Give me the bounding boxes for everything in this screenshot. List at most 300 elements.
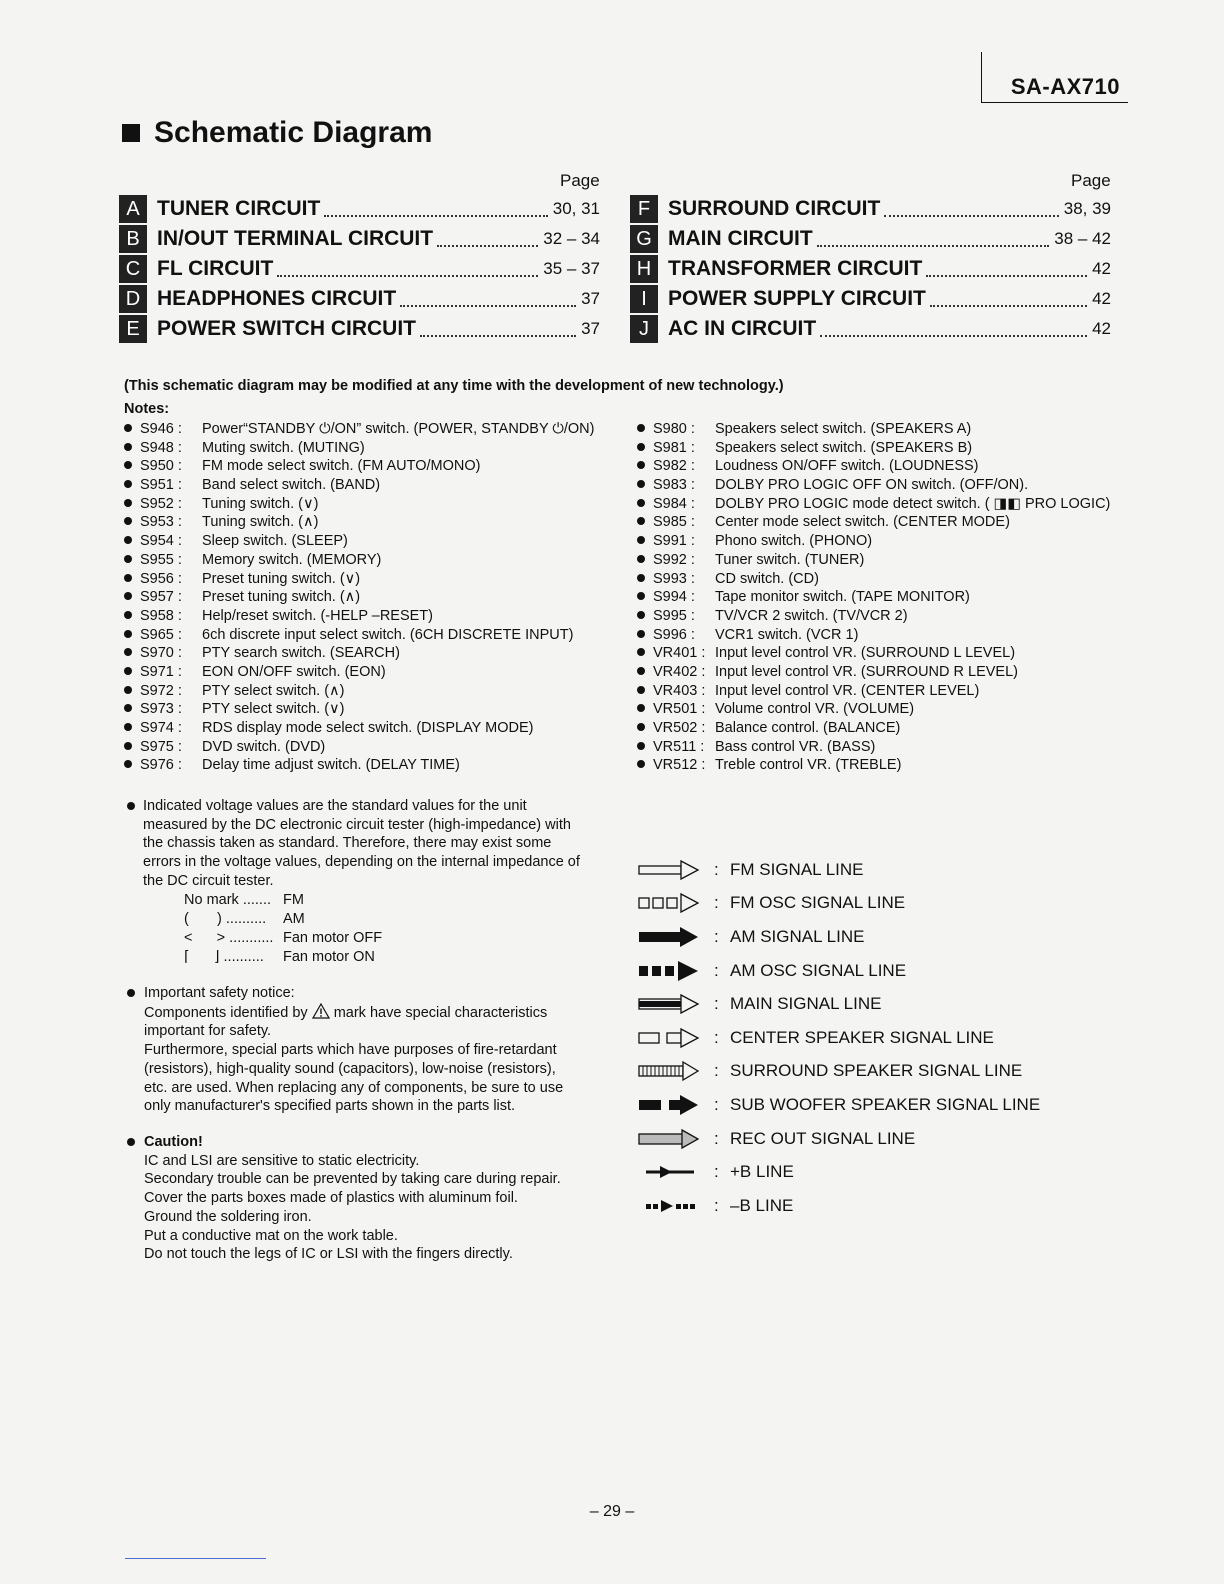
legend-meaning: AM [283,911,305,927]
switch-desc: Memory switch. (MEMORY) [202,551,382,568]
legend-mark: ( ) .......... [184,911,267,927]
switch-code: VR403 : [653,682,706,699]
switch-desc: DOLBY PRO LOGIC OFF ON switch. (OFF/ON). [715,477,1029,494]
switch-code: VR402 : [653,663,706,680]
colon: : [714,1128,719,1148]
switch-desc: Loudness ON/OFF switch. (LOUDNESS) [715,458,979,475]
switch-desc: Band select switch. (BAND) [202,477,381,494]
list-item [124,513,614,532]
switch-desc: Power“STANDBY ⏻/ON” switch. (POWER, STANDBY ⏻/ON) [202,421,595,437]
switch-desc: Input level control VR. (SURROUND L LEVEL) [715,645,1016,662]
bullet-icon [637,439,653,458]
signal-label: FM OSC SIGNAL LINE [730,893,906,913]
bullet-icon [637,420,653,439]
leader-dots [420,335,576,337]
list-item [637,700,1197,719]
bullet-icon [637,644,653,663]
signal-label: MAIN SIGNAL LINE [730,994,882,1014]
signal-label: SUB WOOFER SPEAKER SIGNAL LINE [730,1094,1041,1114]
bullet-icon [124,682,140,701]
switch-code: S972 : [140,682,182,699]
bullet-icon [637,663,653,682]
list-item [637,738,1197,757]
bullet-icon [124,439,140,458]
bullet-icon [124,551,140,570]
switch-code: S975 : [140,738,182,755]
switch-code: S955 : [140,551,182,568]
leader-dots [820,335,1087,337]
circuit-name: IN/OUT TERMINAL CIRCUIT [157,227,434,250]
bullet-icon [127,802,135,810]
page-number: – 29 – [589,1503,635,1520]
switch-code: S952 : [140,495,182,512]
safety-line-text: mark have special characteristics [333,1004,548,1021]
list-item [637,626,1197,645]
page-column-label-right: Page [1071,171,1111,190]
list-item [637,644,1197,663]
voltage-legend [184,891,382,967]
circuit-name: SURROUND CIRCUIT [668,197,881,220]
list-item [124,420,614,439]
fm-osc-signal-arrow-icon [638,891,708,915]
switch-code: VR501 : [653,701,706,718]
circuit-pages: 42 [1092,319,1111,338]
safety-line-text: Components identified by [144,1004,308,1021]
toc-entry[interactable] [119,284,600,314]
center-speaker-arrow-icon [638,1026,708,1050]
signal-legend-row [638,853,1040,887]
colon: : [714,893,719,913]
colon: : [714,1027,719,1047]
safety-line: (resistors), high-quality sound (capacitors), low-noise (resistors), [144,1060,556,1077]
switch-desc: Preset tuning switch. (∨) [202,570,361,587]
switch-code: S950 : [140,458,182,475]
bullet-icon [637,626,653,645]
colon: : [714,926,719,946]
sub-woofer-arrow-icon [638,1093,708,1117]
switch-desc: Delay time adjust switch. (DELAY TIME) [202,757,460,774]
switch-code: VR502 : [653,720,706,736]
voltage-legend-row [184,891,382,910]
list-item [124,738,614,757]
circuit-badge: G [630,225,658,253]
bullet-icon [124,663,140,682]
colon: : [714,1061,719,1081]
signal-label: CENTER SPEAKER SIGNAL LINE [730,1027,994,1047]
bullet-icon [124,719,140,738]
bullet-icon [124,570,140,589]
legend-meaning: FM [283,892,304,908]
circuit-name: POWER SUPPLY CIRCUIT [668,287,926,310]
list-item [124,700,614,719]
safety-line: important for safety. [144,1023,272,1040]
switch-list-right [637,420,1197,775]
switch-code: S973 : [140,701,182,718]
list-item [124,495,614,514]
list-item [124,476,614,495]
switch-desc: Tape monitor switch. (TAPE MONITOR) [715,589,970,606]
switch-desc: DVD switch. (DVD) [202,738,326,755]
list-item [124,644,614,663]
list-item [124,663,614,682]
list-item [124,457,614,476]
switch-code: S983 : [653,477,695,494]
bullet-icon [637,756,653,775]
surround-speaker-arrow-icon [638,1059,708,1083]
caution-line: Cover the parts boxes made of plastics with aluminum foil. [144,1190,518,1207]
legend-mark: No mark ....... [184,892,272,908]
switch-code: S996 : [653,626,695,643]
switch-code: S976 : [140,757,182,774]
list-item [124,570,614,589]
caution-note [144,1133,604,1264]
plus-b-line-icon [638,1160,708,1184]
circuit-badge: H [630,255,658,283]
caution-line: Secondary trouble can be prevented by taking care during repair. [144,1171,561,1188]
switch-code: S970 : [140,645,182,662]
switch-code: S954 : [140,533,182,550]
caution-heading: Caution! [144,1134,203,1150]
switch-code: S948 : [140,439,182,456]
list-item [637,457,1197,476]
toc-entry[interactable] [119,194,600,224]
circuit-pages: 42 [1092,259,1111,278]
list-item [124,532,614,551]
signal-label: AM OSC SIGNAL LINE [730,960,907,980]
legend-mark: < > ........... [184,930,274,946]
bullet-icon [124,607,140,626]
bullet-icon [124,457,140,476]
signal-label: AM SIGNAL LINE [730,926,865,946]
switch-code: S981 : [653,439,695,456]
switch-desc: Volume control VR. (VOLUME) [715,701,915,718]
leader-dots [926,275,1087,277]
list-item [124,682,614,701]
switch-code: S991 : [653,533,695,550]
switch-code: S958 : [140,607,182,624]
switch-code: S995 : [653,607,695,624]
list-item [637,607,1197,626]
toc-entry[interactable] [119,254,600,284]
model-box [981,52,1128,103]
signal-label: REC OUT SIGNAL LINE [730,1128,916,1148]
switch-desc: PTY search switch. (SEARCH) [202,645,400,662]
switch-code: S982 : [653,458,695,475]
switch-list-left [124,420,614,775]
list-item [124,607,614,626]
switch-desc: Input level control VR. (CENTER LEVEL) [715,682,980,699]
switch-code: S985 : [653,514,695,531]
bullet-icon [637,551,653,570]
list-item [124,588,614,607]
toc-entry[interactable] [119,314,600,344]
bullet-icon [637,495,653,514]
switch-desc: Speakers select switch. (SPEAKERS B) [715,439,973,456]
circuit-badge: B [119,225,147,253]
leader-dots [277,275,538,277]
title-square-icon [122,124,140,142]
toc-entry[interactable] [630,194,1111,224]
leader-dots [400,305,576,307]
circuit-name: POWER SWITCH CIRCUIT [157,317,416,340]
leader-dots [437,245,538,247]
switch-desc: 6ch discrete input select switch. (6CH DISCRETE INPUT) [202,626,574,643]
switch-desc: VCR1 switch. (VCR 1) [715,626,859,643]
switch-desc: DOLBY PRO LOGIC mode detect switch. ( ◨◧ PRO LOGIC) [715,495,1111,512]
switch-desc: Center mode select switch. (CENTER MODE) [715,514,1010,531]
caution-line: Put a conductive mat on the work table. [144,1227,398,1244]
list-item [124,756,614,775]
signal-label: –B LINE [730,1195,794,1215]
circuit-badge: I [630,285,658,313]
circuit-pages: 37 [581,289,600,308]
warning-triangle-icon [312,1003,330,1019]
signal-label: FM SIGNAL LINE [730,859,864,879]
signal-legend-row [638,1021,1040,1055]
circuit-badge: E [119,315,147,343]
bullet-icon [637,682,653,701]
circuit-pages: 38 – 42 [1054,229,1111,248]
signal-legend-row [638,954,1040,988]
colon: : [714,859,719,879]
toc-entry[interactable] [630,224,1111,254]
footer-rule [125,1558,266,1559]
switch-code: S993 : [653,570,695,587]
circuit-name: TRANSFORMER CIRCUIT [668,257,923,280]
safety-line [144,1003,604,1023]
list-item [637,663,1197,682]
switch-desc: Tuner switch. (TUNER) [715,551,865,568]
bullet-icon [637,532,653,551]
minus-b-line-icon [638,1194,708,1218]
switch-desc: RDS display mode select switch. (DISPLAY MODE) [202,720,534,736]
am-signal-arrow-icon [638,925,708,949]
switch-desc: Balance control. (BALANCE) [715,720,901,736]
model-number: SA-AX710 [1010,74,1120,99]
switch-code: S971 : [140,663,182,680]
list-item [637,570,1197,589]
bullet-icon [124,420,140,439]
caution-line: IC and LSI are sensitive to static electricity. [144,1152,420,1169]
switch-desc: PTY select switch. (∨) [202,701,345,718]
bullet-icon [124,700,140,719]
switch-desc: CD switch. (CD) [715,570,819,587]
circuit-pages: 37 [581,319,600,338]
voltage-note-line: Indicated voltage values are the standard values for the unit [143,798,527,814]
bullet-icon [637,588,653,607]
switch-desc: Help/reset switch. (-HELP –RESET) [202,607,433,624]
main-signal-arrow-icon [638,992,708,1016]
rec-out-arrow-icon [638,1127,708,1151]
toc-left [119,194,600,344]
switch-desc: Tuning switch. (∧) [202,514,319,531]
switch-desc: Treble control VR. (TREBLE) [715,757,902,774]
circuit-badge: J [630,315,658,343]
list-item [124,626,614,645]
bullet-icon [124,756,140,775]
switch-code: VR511 : [653,738,705,755]
circuit-badge: A [119,195,147,223]
bullet-icon [124,626,140,645]
switch-code: S957 : [140,589,182,606]
switch-desc: Tuning switch. (∨) [202,495,319,512]
switch-code: S953 : [140,514,182,531]
switch-code: S946 : [140,421,182,437]
list-item [637,439,1197,458]
circuit-name: TUNER CIRCUIT [157,197,321,220]
safety-note [144,984,604,1116]
bullet-icon [124,588,140,607]
switch-desc: Preset tuning switch. (∧) [202,589,361,606]
safety-line: only manufacturer's specified parts shown in the parts list. [144,1098,516,1115]
am-osc-signal-arrow-icon [638,959,708,983]
switch-code: S965 : [140,626,182,643]
bullet-icon [124,738,140,757]
switch-code: S956 : [140,570,182,587]
list-item [637,551,1197,570]
fm-signal-arrow-icon [638,858,708,882]
legend-meaning: Fan motor ON [283,949,375,965]
bullet-icon [637,738,653,757]
signal-legend-row [638,987,1040,1021]
list-item [637,532,1197,551]
switch-desc: PTY select switch. (∧) [202,682,345,699]
signal-legend-row [638,920,1040,954]
toc-entry[interactable] [630,284,1111,314]
page-title-text: Schematic Diagram [154,116,433,149]
list-item [637,756,1197,775]
legend-mark: ⌈ ⌋ .......... [184,949,264,965]
bullet-icon [637,513,653,532]
switch-code: VR512 : [653,757,706,774]
safety-line: etc. are used. When replacing any of components, be sure to use [144,1079,564,1096]
switch-desc: Sleep switch. (SLEEP) [202,533,348,550]
list-item [637,513,1197,532]
toc-entry[interactable] [630,254,1111,284]
toc-entry[interactable] [119,224,600,254]
switch-code: S984 : [653,495,695,512]
list-item [124,719,614,738]
circuit-badge: C [119,255,147,283]
circuit-name: MAIN CIRCUIT [668,227,813,250]
signal-legend-row [638,887,1040,921]
circuit-name: AC IN CIRCUIT [668,317,817,340]
leader-dots [930,305,1087,307]
bullet-icon [637,607,653,626]
list-item [124,439,614,458]
bullet-icon [637,570,653,589]
signal-legend-row [638,1122,1040,1156]
circuit-pages: 32 – 34 [543,229,600,248]
toc-right [630,194,1111,344]
list-item [637,588,1197,607]
switch-desc: Input level control VR. (SURROUND R LEVEL) [715,663,1018,680]
safety-line: Furthermore, special parts which have purposes of fire-retardant [144,1042,557,1059]
bullet-icon [127,989,135,997]
signal-line-legend [638,853,1040,1223]
signal-label: SURROUND SPEAKER SIGNAL LINE [730,1061,1023,1081]
colon: : [714,1162,719,1182]
signal-legend-row [638,1055,1040,1089]
leader-dots [817,245,1050,247]
leader-dots [884,215,1058,217]
page-title [122,116,432,150]
voltage-legend-row [184,929,382,948]
voltage-note [143,797,603,891]
switch-code: S951 : [140,477,182,494]
caution-line: Do not touch the legs of IC or LSI with the fingers directly. [144,1246,513,1263]
voltage-note-line: the chassis taken as standard. Therefore, there may exist some [143,835,552,852]
colon: : [714,1094,719,1114]
list-item [637,682,1197,701]
circuit-pages: 35 – 37 [543,259,600,278]
signal-label: +B LINE [730,1162,794,1182]
colon: : [714,994,719,1014]
circuit-pages: 30, 31 [552,199,600,218]
bullet-icon [637,457,653,476]
circuit-badge: D [119,285,147,313]
list-item [124,551,614,570]
circuit-name: HEADPHONES CIRCUIT [157,287,397,310]
switch-desc: Muting switch. (MUTING) [202,439,365,456]
circuit-name: FL CIRCUIT [157,257,274,280]
switch-code: S980 : [653,421,695,437]
toc-entry[interactable] [630,314,1111,344]
colon: : [714,960,719,980]
circuit-pages: 42 [1092,289,1111,308]
voltage-note-line: errors in the voltage values, depending on the internal impedance of [143,854,580,871]
switch-desc: EON ON/OFF switch. (EON) [202,663,386,680]
signal-legend-row [638,1088,1040,1122]
caution-line: Ground the soldering iron. [144,1208,312,1225]
switch-desc: Bass control VR. (BASS) [715,738,876,755]
list-item [637,476,1197,495]
voltage-note-line: measured by the DC electronic circuit tester (high-impedance) with [143,816,571,833]
legend-meaning: Fan motor OFF [283,930,383,946]
bullet-icon [124,532,140,551]
bullet-icon [124,513,140,532]
bullet-icon [637,476,653,495]
bullet-icon [127,1138,135,1146]
list-item [637,495,1197,514]
switch-desc: FM mode select switch. (FM AUTO/MONO) [202,458,481,475]
switch-code: S994 : [653,589,695,606]
switch-desc: TV/VCR 2 switch. (TV/VCR 2) [715,607,908,624]
disclaimer: (This schematic diagram may be modified at any time with the development of new technology.) [124,378,784,394]
list-item [637,420,1197,439]
signal-legend-row [638,1155,1040,1189]
switch-code: VR401 : [653,645,706,662]
page-column-label-left: Page [560,171,600,190]
bullet-icon [637,700,653,719]
circuit-badge: F [630,195,658,223]
circuit-pages: 38, 39 [1063,199,1111,218]
switch-code: S974 : [140,720,182,736]
voltage-legend-row [184,948,382,967]
notes-label: Notes: [124,401,170,417]
bullet-icon [637,719,653,738]
safety-heading: Important safety notice: [144,985,295,1001]
bullet-icon [124,644,140,663]
list-item [637,719,1197,738]
signal-legend-row [638,1189,1040,1223]
leader-dots [324,215,547,217]
switch-code: S992 : [653,551,695,568]
bullet-icon [124,476,140,495]
colon: : [714,1195,719,1215]
voltage-note-line: the DC circuit tester. [143,872,274,889]
switch-desc: Speakers select switch. (SPEAKERS A) [715,421,972,437]
